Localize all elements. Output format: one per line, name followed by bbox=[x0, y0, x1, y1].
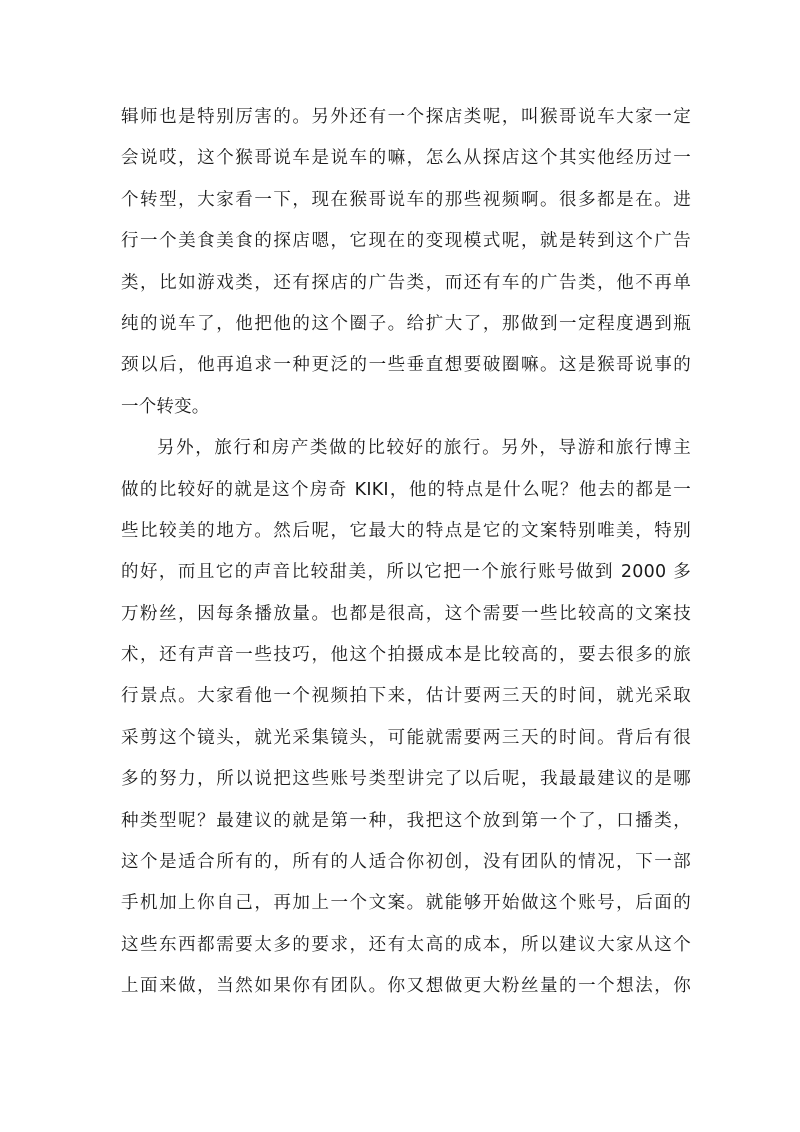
text-line: 万粉丝，因每条播放量。也都是很高，这个需要一些比较高的文案技 bbox=[121, 603, 691, 624]
text-line: 类，比如游戏类，还有探店的广告类，而还有车的广告类，他不再单 bbox=[121, 272, 691, 293]
text-line: 另外，旅行和房产类做的比较好的旅行。另外，导游和旅行博主 bbox=[157, 438, 691, 459]
body-text bbox=[121, 97, 691, 1008]
text-line: 做的比较好的就是这个房奇 KIKI，他的特点是什么呢？他去的都是一 bbox=[121, 479, 691, 500]
text-line: 些比较美的地方。然后呢，它最大的特点是它的文案特别唯美，特别 bbox=[121, 520, 691, 541]
text-line: 行景点。大家看他一个视频拍下来，估计要两三天的时间，就光采取 bbox=[121, 686, 691, 707]
text-line: 采剪这个镜头，就光采集镜头，可能就需要两三天的时间。背后有很 bbox=[121, 727, 691, 748]
text-line: 个转型，大家看一下，现在猴哥说车的那些视频啊。很多都是在。进 bbox=[121, 189, 691, 210]
text-line: 这个是适合所有的，所有的人适合你初创，没有团队的情况，下一部 bbox=[121, 852, 691, 873]
text-line: 术，还有声音一些技巧，他这个拍摄成本是比较高的，要去很多的旅 bbox=[121, 645, 691, 666]
text-line: 行一个美食美食的探店嗯，它现在的变现模式呢，就是转到这个广告 bbox=[121, 231, 691, 252]
text-line: 这些东西都需要太多的要求，还有太高的成本，所以建议大家从这个 bbox=[121, 934, 691, 955]
text-line: 手机加上你自己，再加上一个文案。就能够开始做这个账号，后面的 bbox=[121, 893, 691, 914]
text-line: 种类型呢？最建议的就是第一种，我把这个放到第一个了，口播类， bbox=[121, 810, 691, 831]
text-line: 会说哎，这个猴哥说车是说车的嘛，怎么从探店这个其实他经历过一 bbox=[121, 148, 691, 169]
text-line: 纯的说车了，他把他的这个圈子。给扩大了，那做到一定程度遇到瓶 bbox=[121, 313, 691, 334]
text-line: 的好，而且它的声音比较甜美，所以它把一个旅行账号做到 2000 多 bbox=[121, 562, 691, 583]
text-line: 一个转变。 bbox=[121, 396, 210, 417]
text-line: 颈以后，他再追求一种更泛的一些垂直想要破圈嘛。这是猴哥说事的 bbox=[121, 355, 691, 376]
text-line: 多的努力，所以说把这些账号类型讲完了以后呢，我最最建议的是哪 bbox=[121, 769, 691, 790]
text-line: 辑师也是特别厉害的。另外还有一个探店类呢，叫猴哥说车大家一定 bbox=[121, 107, 691, 127]
text-line: 上面来做，当然如果你有团队。你又想做更大粉丝量的一个想法，你 bbox=[121, 976, 691, 997]
